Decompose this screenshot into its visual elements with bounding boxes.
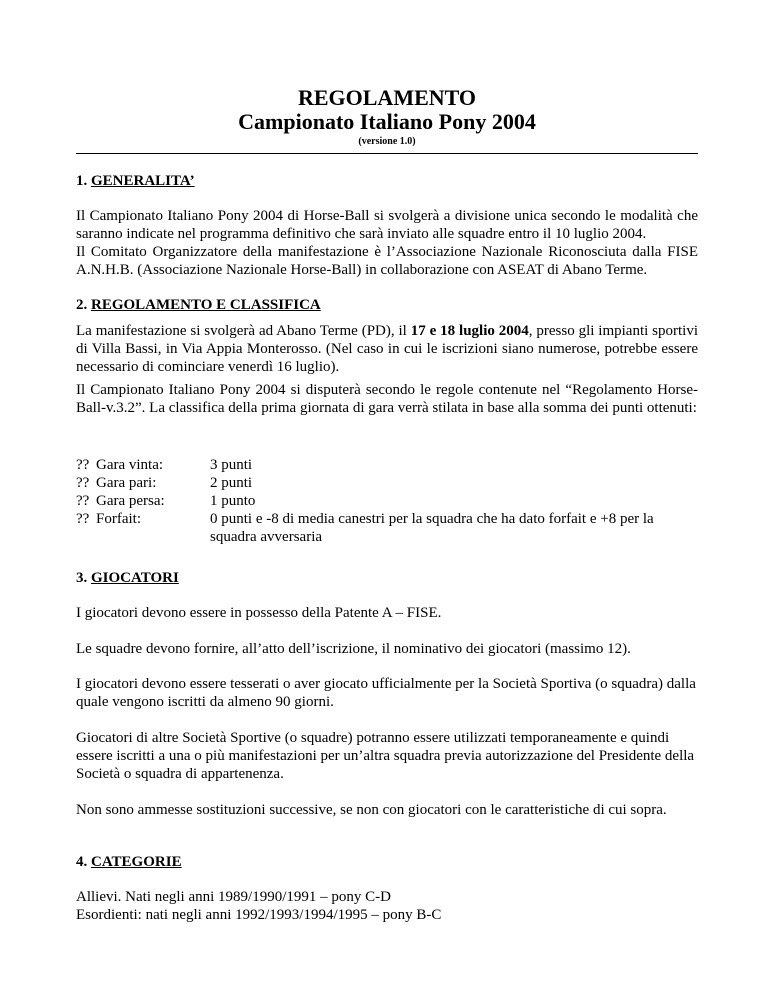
points-label: Gara vinta: (96, 457, 164, 473)
bullet-glyph: ?? (76, 457, 90, 473)
section-2-title: REGOLAMENTO E CLASSIFICA (91, 297, 321, 313)
points-label: Gara pari: (96, 475, 157, 491)
section-3-paragraph-4: Giocatori di altre Società Sportive (o squadre) potranno essere utilizzati temporaneamente e quindi essere iscritti a una o più manifestazioni per un’altra squadra previa autorizzazione del Presidente della Società o squadra di appartenenza. (76, 730, 695, 782)
section-1-number: 1. (76, 173, 88, 189)
points-label: Forfait: (96, 511, 141, 527)
section-3-title: GIOCATORI (91, 570, 179, 586)
section-1-paragraph-1: Il Campionato Italiano Pony 2004 di Horse-Ball si svolgerà a divisione unica secondo le modalità che saranno indicate nel programma definitivo che sarà inviato alle squadre entro il 10 luglio 2004. (76, 208, 698, 242)
event-dates: 17 e 18 luglio 2004 (410, 323, 529, 339)
section-3-paragraph-1: I giocatori devono essere in possesso della Patente A – FISE. (76, 605, 442, 621)
bullet-glyph: ?? (76, 475, 90, 491)
section-1-paragraph-2: Il Comitato Organizzatore della manifestazione è l’Associazione Nazionale Riconosciuta dalla FISE A.N.H.B. (Associazione Nazionale Horse-Ball) in collaborazione con ASEAT di Abano Terme. (76, 244, 698, 278)
section-2-paragraph-1 (76, 322, 698, 376)
section-4-number: 4. (76, 854, 88, 870)
points-value: 1 punto (210, 493, 256, 509)
document-title: REGOLAMENTO (297, 85, 477, 110)
section-3-number: 3. (76, 570, 88, 586)
document-subtitle: Campionato Italiano Pony 2004 (238, 109, 536, 134)
section-1-heading (76, 172, 195, 190)
section-2-p1-end: , presso gli impianti sportivi di Villa Bassi, in Via Appia Monterosso. (Nel caso in cui le iscrizioni siano numerose, potrebbe essere necessario di cominciare venerdì 16 luglio). (76, 323, 699, 375)
category-esordienti: Esordienti: nati negli anni 1992/1993/1994/1995 – pony B-C (76, 907, 442, 923)
bullet-glyph: ?? (76, 493, 90, 509)
document-version: (versione 1.0) (358, 136, 416, 147)
bullet-glyph: ?? (76, 511, 90, 527)
category-allievi: Allievi. Nati negli anni 1989/1990/1991 – pony C-D (76, 889, 391, 905)
section-2-number: 2. (76, 297, 88, 313)
points-value: 3 punti (210, 457, 253, 473)
section-2-paragraph-2: Il Campionato Italiano Pony 2004 si disputerà secondo le regole contenute nel “Regolamento Horse-Ball-v.3.2”. La classifica della prima giornata di gara verrà stilata in base alla somma dei punti ottenuti: (76, 382, 698, 416)
section-3-paragraph-2: Le squadre devono fornire, all’atto dell’iscrizione, il nominativo dei giocatori (massimo 12). (76, 641, 631, 657)
section-2-p1-start: La manifestazione si svolgerà ad Abano Terme (PD), il (76, 323, 407, 339)
section-3-paragraph-5: Non sono ammesse sostituzioni successive, se non con giocatori con le caratteristiche di cui sopra. (76, 802, 667, 818)
section-3-heading (76, 569, 179, 587)
section-4-heading (76, 853, 182, 871)
header-divider (76, 153, 698, 154)
section-2-heading (76, 296, 321, 314)
points-value: 0 punti e -8 di media canestri per la squadra che ha dato forfait e +8 per la squadra avversaria (210, 511, 654, 545)
section-4-title: CATEGORIE (91, 854, 182, 870)
section-3-paragraph-3: I giocatori devono essere tesserati o aver giocato ufficialmente per la Società Sportiva (o squadra) dalla quale vengono iscritti da almeno 90 giorni. (76, 676, 696, 710)
points-value: 2 punti (210, 475, 253, 491)
section-1-title: GENERALITA’ (91, 173, 195, 189)
points-label: Gara persa: (96, 493, 165, 509)
